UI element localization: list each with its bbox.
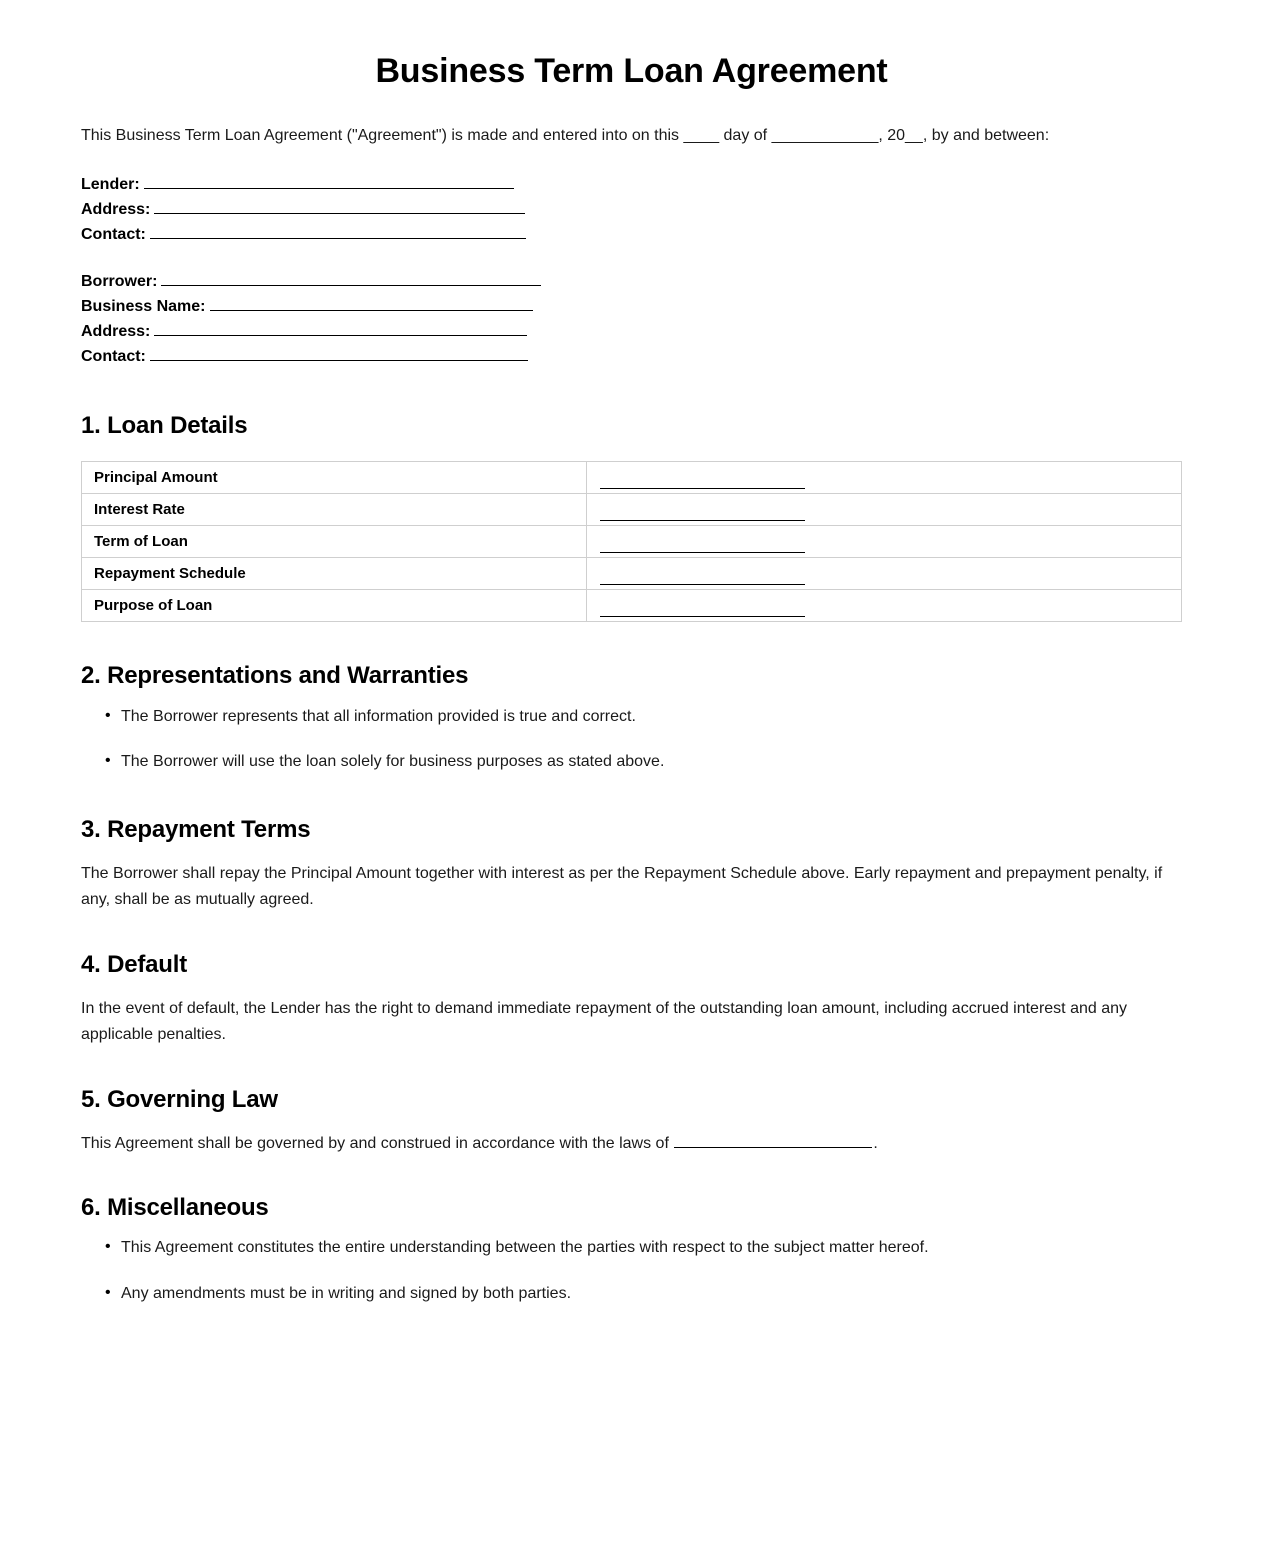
party-fill-borrower-address[interactable] bbox=[154, 322, 527, 336]
table-row bbox=[82, 494, 1182, 526]
list-item: • The Borrower represents that all information provided is true and correct. bbox=[81, 704, 1182, 730]
miscellaneous-bullet-list bbox=[81, 1223, 1182, 1306]
list-item: • Any amendments must be in writing and signed by both parties. bbox=[81, 1281, 1182, 1307]
lender-party-block bbox=[81, 148, 1182, 247]
governing-law-jurisdiction-fill[interactable] bbox=[674, 1135, 872, 1148]
loan-detail-value-term-of-loan[interactable] bbox=[587, 526, 1182, 558]
party-line-borrower-contact bbox=[81, 344, 1182, 369]
party-fill-lender-address[interactable] bbox=[154, 200, 525, 214]
governing-law-paragraph bbox=[81, 1115, 1171, 1157]
party-line-borrower bbox=[81, 269, 1182, 294]
loan-detail-label-purpose-of-loan: Purpose of Loan bbox=[82, 590, 587, 622]
party-line-lender-address bbox=[81, 197, 1182, 222]
intro-paragraph: This Business Term Loan Agreement ("Agreement") is made and entered into on this ____ day of ____________, 20__, by and between: bbox=[81, 126, 1050, 144]
party-line-lender bbox=[81, 172, 1182, 197]
party-label-borrower-contact: Contact: bbox=[81, 348, 146, 366]
party-fill-business-name[interactable] bbox=[210, 297, 533, 311]
section-heading-default: 4. Default bbox=[81, 950, 188, 978]
fill-rule-interest-rate bbox=[600, 508, 805, 521]
table-row bbox=[82, 590, 1182, 622]
party-fill-borrower-contact[interactable] bbox=[150, 347, 528, 361]
party-fill-borrower[interactable] bbox=[161, 272, 541, 286]
section-heading-representations: 2. Representations and Warranties bbox=[81, 662, 469, 690]
loan-detail-value-purpose-of-loan[interactable] bbox=[587, 590, 1182, 622]
party-fill-lender[interactable] bbox=[144, 175, 514, 189]
fill-rule-principal-amount bbox=[600, 476, 805, 489]
representations-bullet-list bbox=[81, 692, 1182, 775]
default-paragraph: In the event of default, the Lender has the right to demand immediate repayment of the outstanding loan amount, including accrued interest and any applicable penalties. bbox=[81, 1000, 1128, 1043]
loan-detail-label-interest-rate: Interest Rate bbox=[82, 494, 587, 526]
party-fill-lender-contact[interactable] bbox=[150, 225, 526, 239]
party-line-business-name bbox=[81, 294, 1182, 319]
fill-rule-purpose-of-loan bbox=[600, 604, 805, 617]
section-heading-repayment-terms: 3. Repayment Terms bbox=[81, 815, 311, 843]
section-heading-miscellaneous: 6. Miscellaneous bbox=[81, 1193, 269, 1221]
governing-law-text-before: This Agreement shall be governed by and construed in accordance with the laws of bbox=[81, 1135, 674, 1153]
party-line-lender-contact bbox=[81, 222, 1182, 247]
party-line-borrower-address bbox=[81, 319, 1182, 344]
page-title: Business Term Loan Agreement bbox=[375, 52, 888, 90]
table-row bbox=[82, 526, 1182, 558]
party-label-borrower: Borrower: bbox=[81, 273, 158, 291]
table-row bbox=[82, 558, 1182, 590]
loan-detail-value-interest-rate[interactable] bbox=[587, 494, 1182, 526]
fill-rule-repayment-schedule bbox=[600, 572, 805, 585]
loan-detail-label-principal-amount: Principal Amount bbox=[82, 462, 587, 494]
party-label-lender: Lender: bbox=[81, 176, 140, 194]
section-heading-loan-details: 1. Loan Details bbox=[81, 412, 248, 440]
repayment-terms-paragraph: The Borrower shall repay the Principal Amount together with interest as per the Repayment Schedule above. Early repayment and prepayment penalty, if any, shall be as mutually agreed. bbox=[81, 865, 1163, 908]
party-label-lender-contact: Contact: bbox=[81, 226, 146, 244]
loan-detail-label-repayment-schedule: Repayment Schedule bbox=[82, 558, 587, 590]
section-heading-governing-law: 5. Governing Law bbox=[81, 1085, 278, 1113]
governing-law-text-after: . bbox=[873, 1135, 878, 1153]
loan-detail-value-principal-amount[interactable] bbox=[587, 462, 1182, 494]
fill-rule-term-of-loan bbox=[600, 540, 805, 553]
party-label-lender-address: Address: bbox=[81, 201, 151, 219]
loan-detail-value-repayment-schedule[interactable] bbox=[587, 558, 1182, 590]
loan-detail-label-term-of-loan: Term of Loan bbox=[82, 526, 587, 558]
list-item: • The Borrower will use the loan solely for business purposes as stated above. bbox=[81, 749, 1182, 775]
loan-details-table bbox=[81, 461, 1182, 622]
borrower-party-block bbox=[81, 247, 1182, 369]
party-label-borrower-address: Address: bbox=[81, 323, 151, 341]
list-item: • This Agreement constitutes the entire understanding between the parties with respect to the subject matter hereof. bbox=[81, 1235, 1182, 1261]
table-row bbox=[82, 462, 1182, 494]
party-label-business-name: Business Name: bbox=[81, 298, 206, 316]
